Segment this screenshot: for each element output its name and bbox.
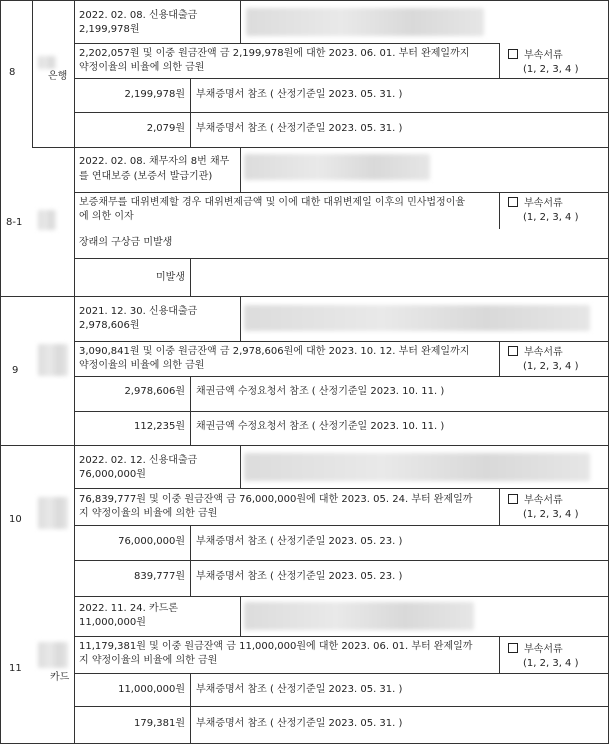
attachment-numbers: (1, 2, 3, 4 ) <box>523 509 579 520</box>
interest-amount: 839,777원 <box>133 571 185 582</box>
interest-text: 11,179,381원 및 이중 원금잔액 금 11,000,000원에 대한 2023. 06. 01. 부터 완제일까 <box>79 641 473 652</box>
creditor-suffix: 은행 <box>48 71 68 82</box>
attachment-numbers: (1, 2, 3, 4 ) <box>523 64 579 75</box>
redacted-address <box>244 602 474 630</box>
interest-note: 채권금액 수정요청서 참조 ( 산정기준일 2023. 10. 11. ) <box>196 421 445 432</box>
interest-text-cont: 지 약정이율의 비율에 의한 금원 <box>79 508 218 519</box>
attachment-numbers: (1, 2, 3, 4 ) <box>523 658 579 669</box>
attachment-numbers: (1, 2, 3, 4 ) <box>523 361 579 372</box>
table-border-top <box>0 0 609 1</box>
not-occurred-label: 미발생 <box>156 272 185 283</box>
interest-text: 76,839,777원 및 이중 원금잔액 금 76,000,000원에 대한 2023. 05. 24. 부터 완제일까 <box>79 494 473 505</box>
principal-amount: 76,000,000원 <box>118 536 185 547</box>
attachment-numbers: (1, 2, 3, 4 ) <box>523 212 579 223</box>
redacted-address <box>244 305 590 331</box>
principal-amount: 2,199,978원 <box>124 89 185 100</box>
redacted-creditor-name <box>38 344 68 376</box>
principal-amount: 11,000,000원 <box>118 684 185 695</box>
claim-principal: 11,000,000원 <box>79 617 146 628</box>
claim-principal: 2,978,606원 <box>79 320 140 331</box>
principal-amount: 2,978,606원 <box>124 386 185 397</box>
claim-origin-date: 2022. 02. 08. 신용대출금 <box>79 10 198 21</box>
principal-note: 부채증명서 참조 ( 산정기준일 2023. 05. 23. ) <box>196 536 403 547</box>
claim-principal: 76,000,000원 <box>79 469 146 480</box>
redacted-creditor-name <box>38 56 56 69</box>
row-number: 11 <box>9 663 22 674</box>
checkbox-icon[interactable] <box>508 494 518 504</box>
interest-text-cont: 약정이율의 비율에 의한 금원 <box>79 360 205 371</box>
checkbox-icon[interactable] <box>508 49 518 59</box>
attachment-checkbox[interactable]: 부속서류 <box>508 197 563 211</box>
row-number: 8 <box>9 67 16 78</box>
interest-text: 2,202,057원 및 이중 원금잔액 금 2,199,978원에 대한 2023. 06. 01. 부터 완제일까지 <box>79 48 470 59</box>
checkbox-icon[interactable] <box>508 643 518 653</box>
interest-text: 3,090,841원 및 이중 원금잔액 금 2,978,606원에 대한 2023. 10. 12. 부터 완제일까지 <box>79 346 470 357</box>
redacted-address <box>246 8 484 36</box>
creditor-suffix: 카드 <box>50 672 70 683</box>
interest-note: 부채증명서 참조 ( 산정기준일 2023. 05. 31. ) <box>196 718 403 729</box>
claim-origin-date: 2022. 02. 08. 채무자의 8번 채무 <box>79 156 230 167</box>
future-claim-label: 장래의 구상금 미발생 <box>79 237 173 248</box>
interest-note: 부채증명서 참조 ( 산정기준일 2023. 05. 31. ) <box>196 123 403 134</box>
table-border-right <box>608 0 609 744</box>
attachment-checkbox[interactable]: 부속서류 <box>508 494 563 508</box>
redacted-creditor-name <box>38 642 68 668</box>
redacted-address <box>244 154 430 180</box>
redacted-address <box>244 453 590 481</box>
interest-note: 부채증명서 참조 ( 산정기준일 2023. 05. 23. ) <box>196 571 403 582</box>
claim-origin-date: 2022. 11. 24. 카드론 <box>79 603 178 614</box>
subrogation-text: 보증채무를 대위변제할 경우 대위변제금액 및 이에 대한 대위변제일 이후의 민사법정이율 <box>79 197 466 208</box>
redacted-creditor-name <box>38 210 56 230</box>
table-border-left <box>0 0 1 744</box>
redacted-creditor-name <box>38 497 68 529</box>
attachment-checkbox[interactable]: 부속서류 <box>508 643 563 657</box>
principal-note: 부채증명서 참조 ( 산정기준일 2023. 05. 31. ) <box>196 684 403 695</box>
interest-amount: 2,079원 <box>146 123 185 134</box>
claim-basis: 를 연대보증 (보증서 발급기관) <box>79 171 213 182</box>
subrogation-text-cont: 에 의한 이자 <box>79 211 134 222</box>
claim-origin-date: 2022. 02. 12. 신용대출금 <box>79 455 198 466</box>
row-number: 8-1 <box>6 217 23 228</box>
principal-note: 부채증명서 참조 ( 산정기준일 2023. 05. 31. ) <box>196 89 403 100</box>
row-number: 9 <box>12 365 19 376</box>
interest-text-cont: 지 약정이율의 비율에 의한 금원 <box>79 655 218 666</box>
interest-text-cont: 약정이율의 비율에 의한 금원 <box>79 62 205 73</box>
principal-note: 채권금액 수정요청서 참조 ( 산정기준일 2023. 10. 11. ) <box>196 386 445 397</box>
checkbox-icon[interactable] <box>508 197 518 207</box>
claim-origin-date: 2021. 12. 30. 신용대출금 <box>79 306 198 317</box>
row-number: 10 <box>9 514 22 525</box>
interest-amount: 112,235원 <box>133 421 185 432</box>
claim-principal: 2,199,978원 <box>79 24 140 35</box>
attachment-checkbox[interactable]: 부속서류 <box>508 49 563 63</box>
attachment-checkbox[interactable]: 부속서류 <box>508 346 563 360</box>
checkbox-icon[interactable] <box>508 346 518 356</box>
interest-amount: 179,381원 <box>133 718 185 729</box>
